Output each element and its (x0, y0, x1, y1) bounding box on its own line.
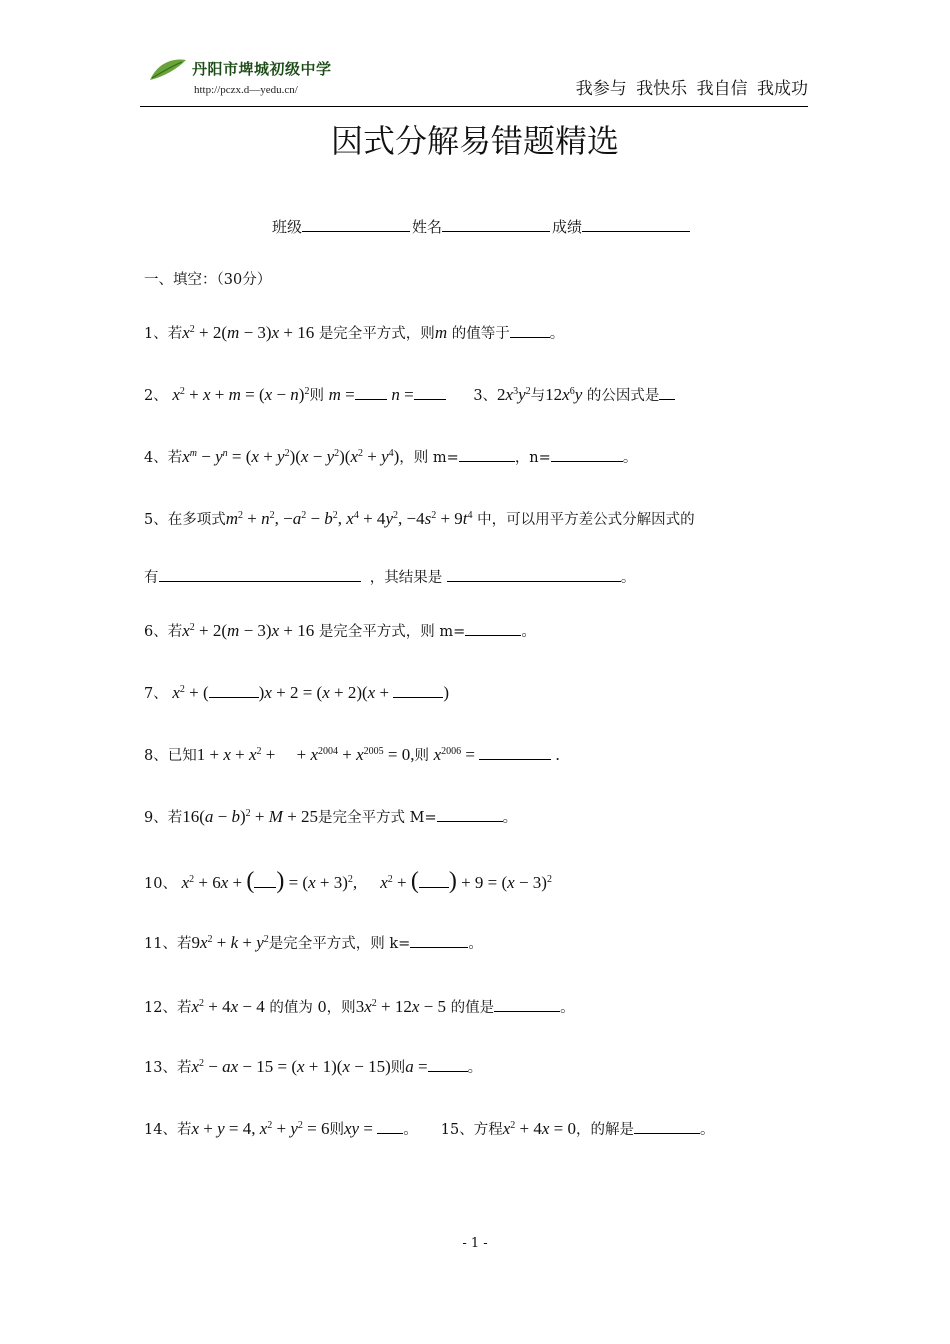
student-info (272, 216, 692, 237)
question-13: 13、若$x^2$ − ax − 15 = (x + 1)(x − 15)则a = 。 (144, 1057, 483, 1076)
answer-blank[interactable] (551, 448, 623, 462)
school-logo (148, 52, 360, 98)
question-11: 11、若$9x^2 + k + y^2$是完全平方式，则 k= 。 (144, 933, 483, 952)
answer-blank[interactable] (377, 1120, 403, 1134)
question-1: 1、若$x^2 + 2(m - 3)x + 16$ 是完全平方式，则m 的值等于 。 (144, 323, 565, 342)
question-4: 4、若$x^m - y^n = (x + y^2)(x - y^2)(x^2 + y^4)$，则 m= ，n= 。 (144, 447, 638, 466)
name-blank[interactable] (442, 217, 550, 232)
score-label: 成绩 (552, 218, 583, 236)
answer-blank[interactable] (447, 568, 621, 582)
name-label: 姓名 (412, 218, 443, 236)
leaf-icon (148, 54, 188, 84)
page-number: - 1 - (462, 1236, 488, 1251)
school-url: http://pczx.d—yedu.cn/ (194, 84, 298, 96)
section-heading: 一、填空：（30分） (144, 272, 272, 288)
question-7: 7、 $x^2$ + ( )x + 2 = (x + 2)(x + ) (144, 683, 449, 702)
page-title: 因式分解易错题精选 (330, 122, 619, 160)
question-6: 6、若$x^2 + 2(m - 3)x + 16$ 是完全平方式，则 m= 。 (144, 621, 536, 640)
answer-blank[interactable] (659, 386, 675, 400)
class-blank[interactable] (302, 217, 410, 232)
question-8: 8、已知$1 + x + x^2$ + + $x^{2004} + x^{2005} = 0$,则 $x^{2006}$ = . (144, 745, 560, 764)
answer-blank[interactable] (159, 568, 361, 582)
answer-blank[interactable] (494, 998, 560, 1012)
answer-blank[interactable] (634, 1120, 700, 1134)
answer-blank[interactable] (254, 874, 276, 888)
answer-blank[interactable] (410, 934, 468, 948)
answer-blank[interactable] (510, 324, 550, 338)
answer-blank[interactable] (459, 448, 515, 462)
question-5: 5、在多项式$m^2 + n^2$, $-a^2 - b^2$, $x^4 + 4y^2$, $-4s^2 + 9t^4$ 中，可以用平方差公式分解因式的 (144, 509, 695, 528)
class-label: 班级 (272, 218, 303, 236)
question-12: 12、若$x^2 + 4x - 4$ 的值为 0，则$3x^2 + 12x - 5$ 的值是 。 (144, 997, 575, 1016)
page-header (140, 48, 808, 107)
answer-blank[interactable] (465, 622, 521, 636)
answer-blank[interactable] (419, 874, 449, 888)
score-blank[interactable] (582, 217, 690, 232)
answer-blank[interactable] (428, 1058, 468, 1072)
answer-blank[interactable] (437, 808, 503, 822)
question-2-3: 2、 $x^2 + x + m = (x - n)^2$则 m = n = 3、$2x^3y^2$与$12x^6y$ 的公因式是 (144, 384, 675, 405)
question-9: 9、若$16(a - b)^2 + M + 25$是完全平方式 M= 。 (144, 807, 518, 826)
question-14-15: 14、若x + y = 4, $x^2 + y^2 = 6$则xy = 。 15、方程$x^2 + 4x = 0$，的解是 。 (144, 1119, 715, 1138)
slogan: 我参与 我快乐 我自信 我成功 (575, 79, 808, 99)
answer-blank[interactable] (414, 386, 446, 400)
answer-blank[interactable] (479, 746, 551, 760)
answer-blank[interactable] (209, 684, 259, 698)
school-name: 丹阳市埤城初级中学 (192, 60, 332, 78)
answer-blank[interactable] (393, 684, 443, 698)
question-10: 10、 $x^2 + 6x$ + ( ) = $(x + 3)^2$, $x^2$ + ( ) + $9 = (x - 3)^2$ (144, 868, 552, 894)
question-5-line2: 有 ，其结果是 。 (144, 570, 636, 586)
answer-blank[interactable] (355, 386, 387, 400)
